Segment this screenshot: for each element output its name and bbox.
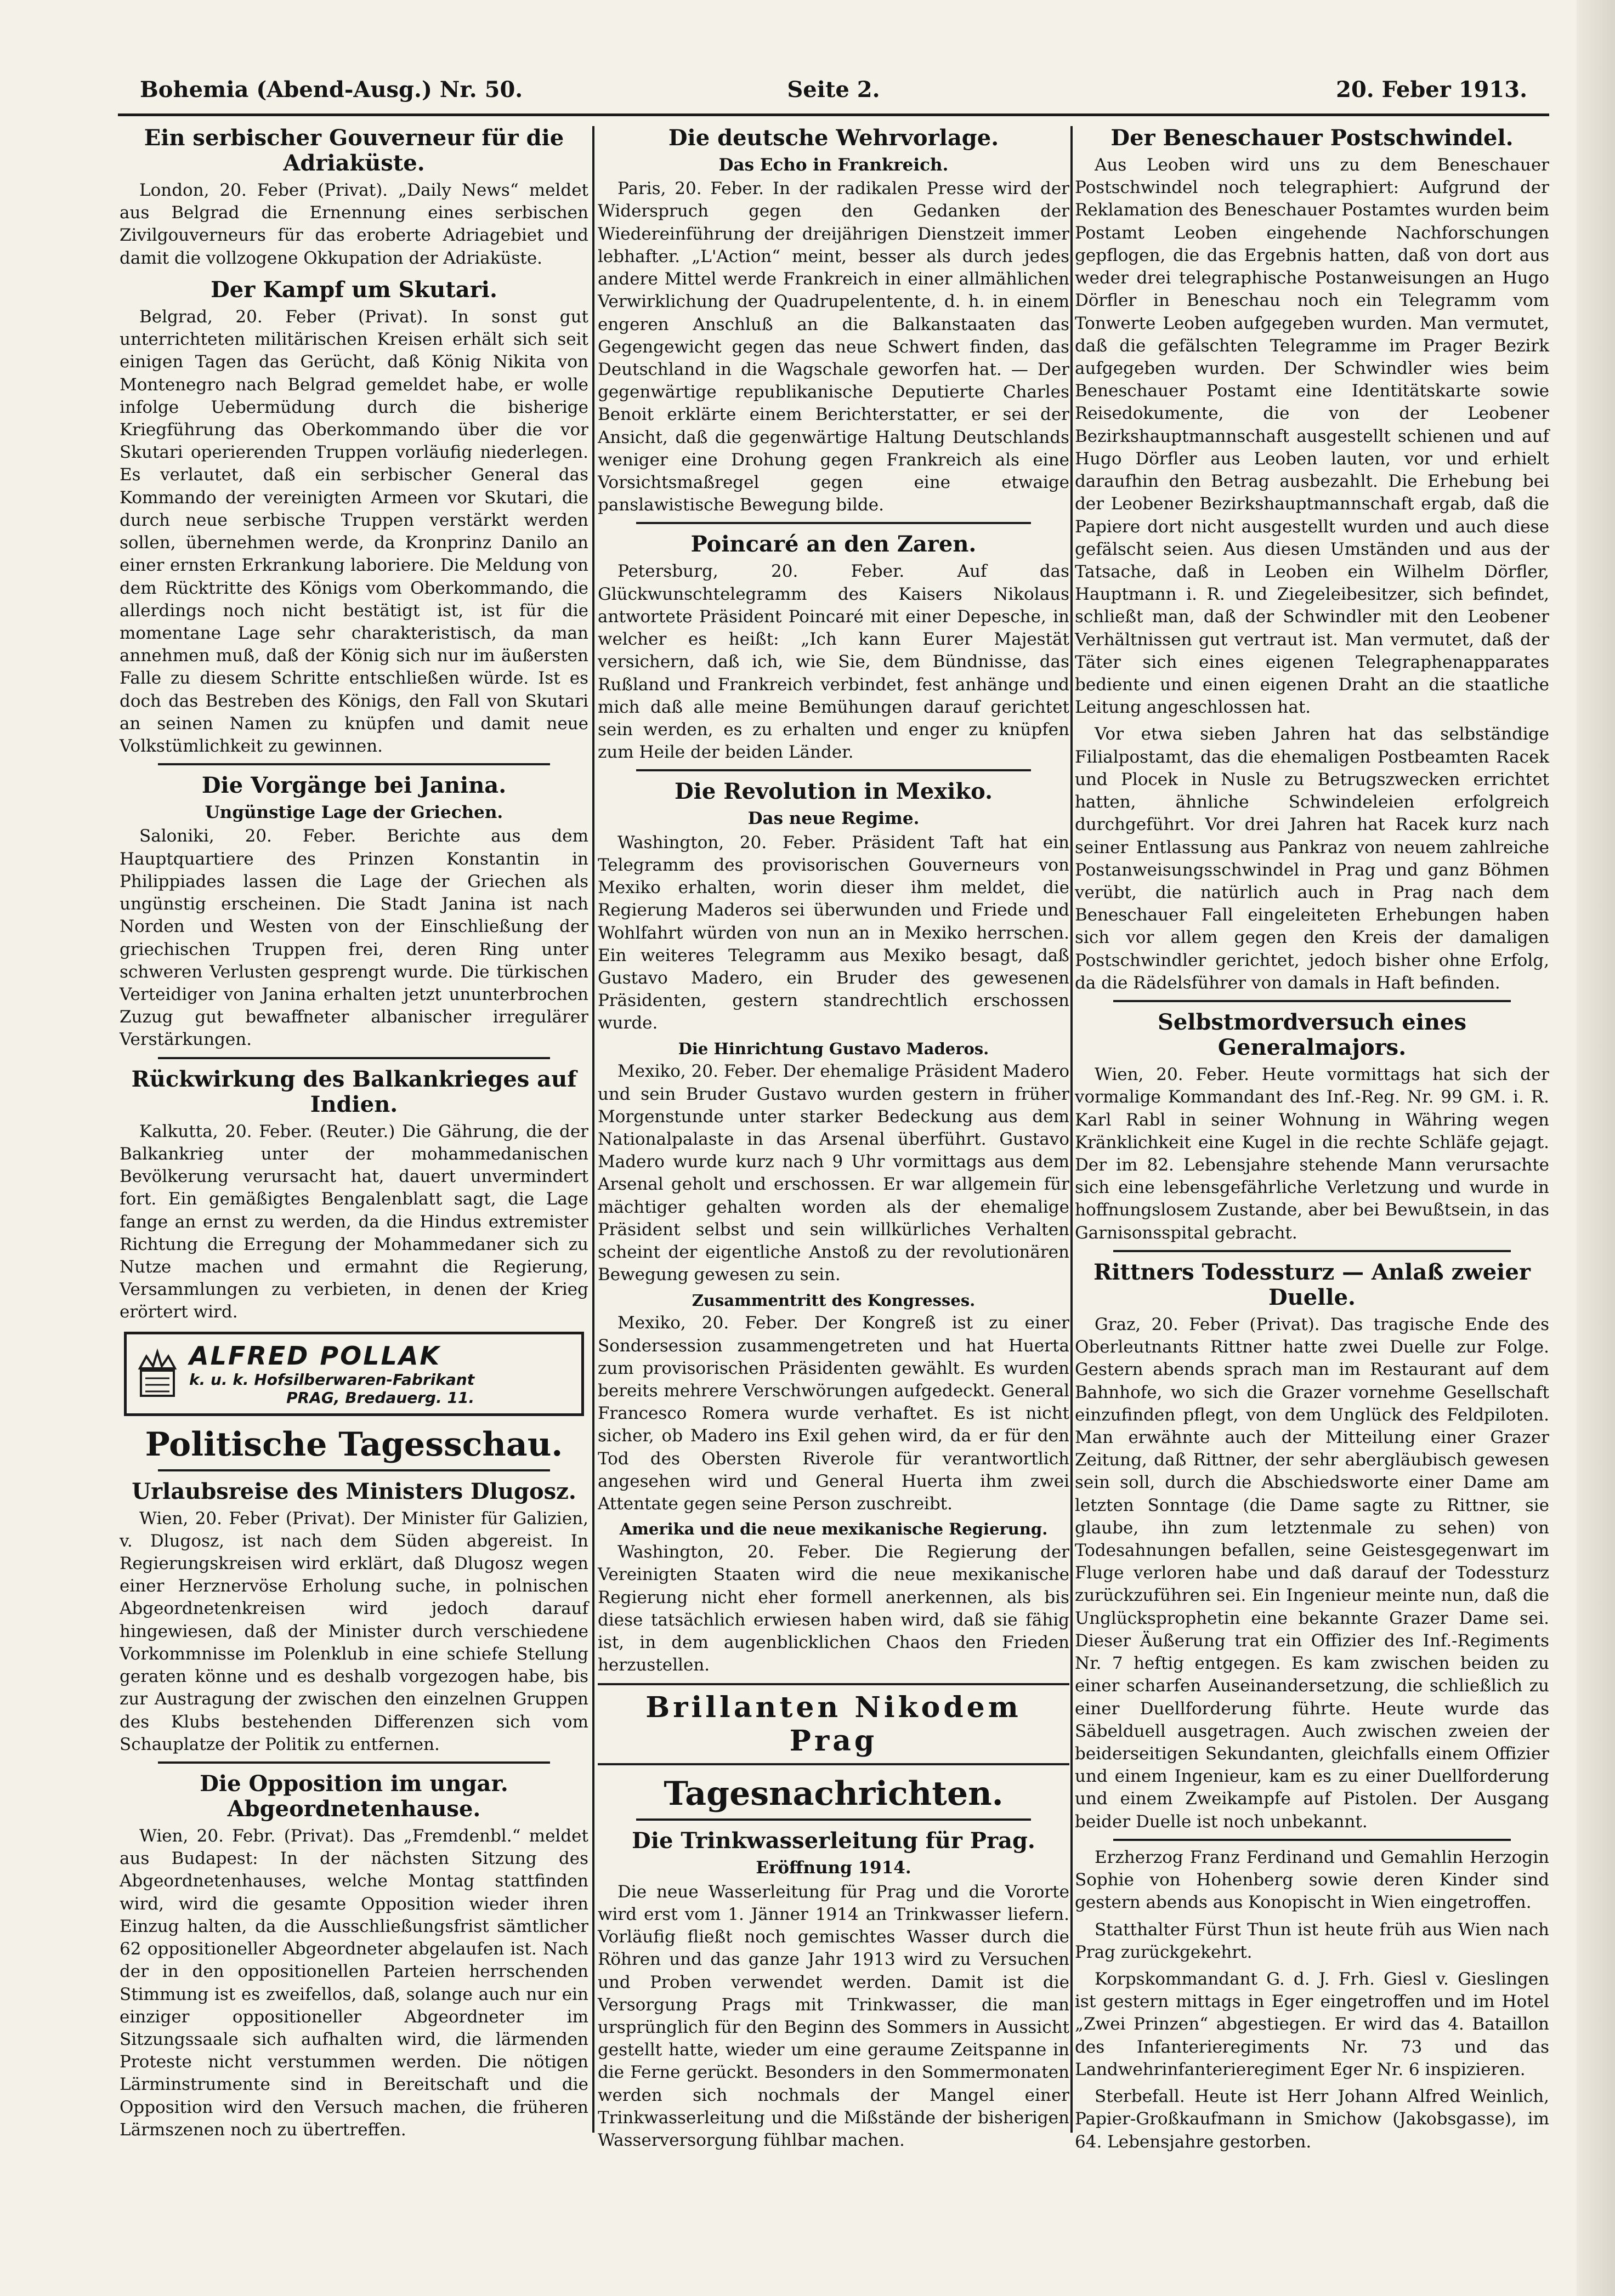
article-text: Mexiko, 20. Feber. Der ehemalige Präsident Madero und sein Bruder Gustavo wurden gestern in früher Morgenstunde unter starker Bedeckung aus dem Nationalpalaste in das Arsenal überführt. Gustavo Madero wurde kurz nach 9 Uhr vormittags aus dem Arsenal geholt und erschossen. Er war allgemein für mächtiger gehalten worden als der ehemalige Präsident selbst und sein willkürliches Verhalten scheint der eigentliche Anstoß zu der revolutionären Bewegung gewesen zu sein.	[598, 1061, 1069, 1285]
headline: Die Opposition im ungar. Abgeordnetenhause.	[200, 1771, 508, 1822]
header-masthead: Bohemia (Abend-Ausg.) Nr. 50.	[140, 77, 523, 103]
article-text: Graz, 20. Feber (Privat). Das tragische Ende des Oberleutnants Rittner hatte zwei Duelle zur Folge. Gestern abends sprach man im Restaurant auf dem Bahnhofe, wo sich die Grazer vornehme Gesellschaft einzufinden pflegt, von dem Unglück des Feldpiloten. Man erwähnte auch der Mitteilung einer Grazer Zeitung, daß Rittner, der sehr abergläubisch gewesen sein soll, durch die Abschiedsworte einer Dame am letzten Sonntage (die Dame sagte zu Rittner, sie glaube, ihn zum letztenmale zu sehen) von Todesahnungen befallen, seine Geistesgegenwart im Fluge verloren habe und daß darauf der Todessturz zurückzuführen sei. Ein Ingenieur meinte nun, daß die Unglücksprophetin eine bekannte Grazer Dame sei. Dieser Äußerung trat ein Offizier des Inf.-Regiments Nr. 7 heftig entgegen. Es kam zwischen beiden zu einer scharfen Auseinandersetzung, die schließlich zu einer Duellforderung führte. Heute wurde das Säbelduell ausgetragen. Auch zwischen zweien der beiderseitigen Sekundanten, gleichfalls einem Offizier und einem Ingenieur, kam es zu einer Duellforderung und einem Zweikampfe auf Pistolen. Der Ausgang beider Duelle ist noch unbekannt.	[1075, 1314, 1549, 1832]
article-separator	[158, 763, 550, 765]
headline: Ein serbischer Gouverneur für die Adriaküste.	[144, 125, 564, 176]
subheadline: Eröffnung 1914.	[756, 1858, 911, 1878]
article-text: Wien, 20. Feber (Privat). Der Minister für Galizien, v. Dlugosz, ist nach dem Süden abgereist. In Regierungskreisen wird erklärt, daß Dlugosz wegen einer Herznervöse Erholung suche, in polnischen Abgeordnetenkreisen wird jedoch darauf hingewiesen, daß der Minister durch verschiedene Vorkommnisse im Polenklub in eine schiefe Stellung geraten könne und es deshalb vorgezogen habe, bis zur Austragung der zwischen den einzelnen Gruppen des Klubs bestehenden Differenzen sich vom Schauplatze der Politik zu entfernen.	[120, 1508, 588, 1754]
article-text: Washington, 20. Feber. Die Regierung der Vereinigten Staaten wird die neue mexikanische Regierung nicht eher formell anerkennen, als bis diese tatsächlich erwiesen haben wird, daß sie fähig ist, in dem augenblicklichen Chaos den Frieden herzustellen.	[598, 1542, 1069, 1675]
article-separator	[1113, 1839, 1511, 1841]
article-separator	[158, 1761, 550, 1764]
column-right	[1075, 118, 1549, 2152]
headline: Rückwirkung des Balkankrieges auf Indien.	[131, 1066, 577, 1117]
advertisement-box	[124, 1332, 584, 1416]
article-separator	[636, 769, 1031, 771]
headline: Rittners Todessturz — Anlaß zweier Duelle.	[1093, 1259, 1531, 1310]
advertiser-title: k. u. k. Hofsilberwaren-Fabrikant	[189, 1370, 475, 1389]
subheadline: Das Echo in Frankreich.	[718, 155, 949, 175]
article-text: Belgrad, 20. Feber (Privat). In sonst gut unterrichteten militärischen Kreisen erhält sich seit einigen Tagen das Gerücht, daß König Nikita von Montenegro nach Belgrad gemeldet habe, er wolle infolge Uebermüdung durch die bisherige Kriegführung das Oberkommando über die vor Skutari operierenden Truppen vorläufig niederlegen. Es verlautet, daß ein serbischer General das Kommando der vereinigten Armeen vor Skutari, die durch neue serbische Truppen verstärkt werden sollen, übernehmen werde, da Kronprinz Danilo an einer ernsten Erkrankung laboriere. Die Meldung von dem Rücktritte des Königs vom Oberkommando, die allerdings noch nicht bestätigt ist, ist für die momentane Lage sehr charakteristisch, da man annehmen muß, daß der König sich nur im äußersten Falle zu diesem Schritte entschließen würde. Ist es doch das Bestreben des Königs, den Fall von Skutari an seinen Namen zu knüpfen und damit neue Volkstümlichkeit zu gewinnen.	[120, 306, 588, 757]
article-separator	[1113, 1250, 1511, 1252]
article-text: Saloniki, 20. Feber. Berichte aus dem Hauptquartiere des Prinzen Konstantin in Philippiades lassen die Lage der Griechen als ungünstig erscheinen. Die Stadt Janina ist nach Norden und Westen von der Einschließung der griechischen Truppen frei, deren Ring unter schweren Verlusten gesprengt wurde. Die türkischen Verteidiger von Janina erhalten jetzt ununterbrochen Zuzug gut bewaffneter albanischer irregulärer Verstärkungen.	[120, 826, 588, 1050]
header-date: 20. Feber 1913.	[1336, 77, 1527, 103]
column-divider	[592, 126, 594, 2133]
column-left	[120, 118, 588, 2140]
advertisement-banner: Brillanten Nikodem Prag	[598, 1683, 1069, 1765]
article-separator	[1113, 1000, 1511, 1002]
subheadline: Zusammentritt des Kongresses.	[692, 1291, 976, 1310]
article-text: Kalkutta, 20. Feber. (Reuter.) Die Gährung, die der Balkankrieg unter der mohammedanischen Bevölkerung verursacht hat, dauert unvermindert fort. Ein gemäßigtes Bengalenblatt sagt, die Lage fange an ernst zu werden, da die Hindus extremister Richtung die Erregung der Mohammedaner sich zu Nutze machen und ermahnt die Regierung, Versammlungen zu verbieten, in denen der Krieg erörtert wird.	[120, 1121, 588, 1322]
news-item: Sterbefall. Heute ist Herr Johann Alfred Weinlich, Papier-Großkaufmann in Smichow (Jakobsgasse), im 64. Lebensjahre gestorben.	[1075, 2087, 1549, 2152]
article-text: Petersburg, 20. Feber. Auf das Glückwunschtelegramm des Kaisers Nikolaus antwortete Präsident Poincaré mit einer Depesche, in welcher es heißt: „Ich kann Eurer Majestät versichern, daß ich, wie Sie, dem Bündnisse, das Rußland und Frankreich verbindet, fest anhänge und mich daß alle meine Bemühungen darauf gerichtet sein werden, es zu erhalten und enger zu knüpfen zum Heile der beiden Länder.	[598, 561, 1069, 763]
subheadline: Die Hinrichtung Gustavo Maderos.	[678, 1039, 989, 1058]
article-text: Wien, 20. Febr. (Privat). Das „Fremdenbl.“ meldet aus Budapest: In der nächsten Sitzung des Abgeordnetenhauses, welche Montag stattfinden wird, wird die gesamte Opposition wieder ihren Einzug halten, da die Ausschließungsfrist sämtlicher 62 oppositioneller Abgeordneter abgelaufen ist. Nach der in den oppositionellen Parteien herrschenden Stimmung ist es zweifellos, daß, solange auch nur ein einziger oppositioneller Abgeordneter im Sitzungssaale sich aufhalten wird, die lärmenden Proteste nicht verstummen werden. Die nötigen Lärminstrumente sind in Bereitschaft und die Opposition wird den Versuch machen, die früheren Lärmszenen noch zu übertreffen.	[120, 1826, 588, 2140]
headline: Poincaré an den Zaren.	[690, 531, 977, 558]
subheadline: Amerika und die neue mexikanische Regierung.	[619, 1520, 1048, 1539]
article-text: Die neue Wasserleitung für Prag und die Vororte wird erst vom 1. Jänner 1914 an Trinkwasser liefern. Vorläufig fließt noch gemischtes Wasser durch die Röhren und das ganze Jahr 1913 wird zu Versuchen und Proben verwendet werden. Damit ist die Versorgung Prags mit Trinkwasser, die man ursprünglich für den Beginn des Sommers in Aussicht gestellt hatte, wieder um eine geraume Zeitspanne in die Ferne gerückt. Besonders in den Sommermonaten werden sich nochmals der Mangel einer Trinkwasserleitung und die Mißstände der bisherigen Wasserversorgung fühlbar machen.	[598, 1882, 1069, 2151]
headline: Der Kampf um Skutari.	[211, 276, 497, 303]
advertisement-text	[189, 1341, 474, 1407]
headline: Urlaubsreise des Ministers Dlugosz.	[132, 1478, 576, 1504]
article-text: Vor etwa sieben Jahren hat das selbständige Filialpostamt, das die ehemaligen Postbeamten Racek und Plocek in Nusle zu Betrugszwecken errichtet hatten, ähnliche Schwindeleien erfolgreich durchgeführt. Vor drei Jahren hat Racek kurz nach seiner Entlassung aus Pankraz von neuem zahlreiche Postanweisungsschwindel in Prag und ganz Böhmen verübt, die natürlich auch in Prag nach dem Beneschauer Fall eingeleiteten Erhebungen haben sich vor allem gegen den Kreis der damaligen Postschwindler gerichtet, jedoch bisher ohne Erfolg, da die Rädelsführer von damals in Haft befinden.	[1075, 724, 1549, 993]
page-edge-shadow	[1577, 0, 1615, 2296]
column-divider	[1070, 126, 1073, 2133]
article-text: Wien, 20. Feber. Heute vormittags hat sich der vormalige Kommandant des Inf.-Reg. Nr. 99 GM. i. R. Karl Rabl in seiner Wohnung in Währing wegen Kränklichkeit eine Kugel in die rechte Schläfe gejagt. Der im 82. Lebensjahre stehende Mann verursachte sich eine lebensgefährliche Verletzung und wurde in hoffnungslosem Zustande, aber bei Bewußtsein, in das Garnisonsspital gebracht.	[1075, 1065, 1549, 1243]
article-separator	[158, 1057, 550, 1059]
article-separator	[636, 1818, 1031, 1821]
header-page-number: Seite 2.	[787, 77, 880, 103]
headline: Selbstmordversuch eines Generalmajors.	[1158, 1009, 1466, 1061]
headline: Der Beneschauer Postschwindel.	[1110, 125, 1514, 151]
headline: Die Vorgänge bei Janina.	[201, 772, 507, 799]
header-rule	[118, 113, 1549, 116]
advertiser-address: PRAG, Bredauerg. 11.	[286, 1388, 475, 1407]
article-text: Paris, 20. Feber. In der radikalen Presse wird der Widerspruch gegen den Gedanken der Wiedereinführung der dreijährigen Dienstzeit immer lebhafter. „L'Action“ meint, besser als durch jedes andere Mittel werde Frankreich in einer allmählichen Verwirklichung der Quadrupelentente, d. h. in einem engeren Anschluß an die Balkanstaaten das Gegengewicht gegen das neue Schwert finden, das Deutschland in die Wagschale geworfen hat. — Der gegenwärtige republikanische Deputierte Charles Benoit erklärte einem Berichterstatter, er sei der Ansicht, daß die gegenwärtige Haltung Deutschlands weniger eine Drohung gegen Frankreich als eine Vorsichtsmaßregel gegen eine etwaige panslawistische Bewegung bilde.	[598, 179, 1069, 515]
news-item: Statthalter Fürst Thun ist heute früh aus Wien nach Prag zurückgekehrt.	[1075, 1919, 1549, 1962]
article-text: London, 20. Feber (Privat). „Daily News“ meldet aus Belgrad die Ernennung eines serbischen Zivilgouverneurs für das eroberte Adriagebiet und damit die vollzogene Okkupation der Adriaküste.	[120, 180, 588, 268]
headline: Die Trinkwasserleitung für Prag.	[632, 1828, 1035, 1854]
news-item: Korpskommandant G. d. J. Frh. Giesl v. Gieslingen ist gestern mittags in Eger eingetroffen und im Hotel „Zwei Prinzen“ abgestiegen. Er wird das 4. Bataillon des Infanterieregiments Nr. 73 und das Landwehrinfanterieregiment Eger Nr. 6 inspizieren.	[1075, 1969, 1549, 2079]
section-heading: Tagesnachrichten.	[664, 1775, 1004, 1814]
article-text: Aus Leoben wird uns zu dem Beneschauer Postschwindel noch telegraphiert: Aufgrund der Reklamation des Beneschauer Postamtes wurden beim Postamt Leoben eingehende Nachforschungen gepflogen, die das Ergebnis hatten, daß von dort aus weder drei telegraphische Postanweisungen an Hugo Dörfler in Beneschau noch ein Telegramm vom Tonwerte Leoben aufgegeben wurden. Man vermutet, daß die gefälschten Telegramme im Prager Bezirk aufgegeben wurden. Der Schwindler wies beim Beneschauer Postamt eine Identitätskarte sowie Reisedokumente, die von der Leobener Bezirkshauptmannschaft ausgestellt schienen und auf Hugo Dörfler aus Leoben lauten, vor und erhielt daraufhin den Betrag ausbezahlt. Die Erhebung bei der Leobener Bezirkshauptmannschaft ergab, daß die Papiere dort nicht ausgestellt wurden und auch diese gefälscht seien. Aus diesen Umständen und aus der Tatsache, daß in Leoben ein Wilhelm Dörfler, Hauptmann i. R. und Ziegeleibesitzer, sich befindet, schließt man, daß der Schwindler mit den Leobener Verhältnissen gut vertraut ist. Man vermutet, daß der Täter sich eines eigenen Telegraphenapparates bediente und einen eigenen Draht an die staatliche Leitung angeschlossen hat.	[1075, 155, 1549, 718]
article-separator	[636, 522, 1031, 524]
headline: Die deutsche Wehrvorlage.	[668, 125, 999, 151]
section-heading: Politische Tagesschau.	[145, 1425, 563, 1464]
subheadline: Das neue Regime.	[747, 809, 920, 829]
page-header	[140, 71, 1527, 115]
crown-emblem-icon	[135, 1346, 179, 1401]
article-text: Washington, 20. Feber. Präsident Taft hat ein Telegramm des provisorischen Gouverneurs von Mexiko erhalten, worin dieser ihm meldet, die Regierung Maderos sei überwunden und Friede und Wohlfahrt würden von nun an in Mexiko herrschen. Ein weiteres Telegramm aus Mexiko besagt, daß Gustavo Madero, ein Bruder des gewesenen Präsidenten, gestern standrechtlich erschossen wurde.	[598, 832, 1069, 1033]
advertiser-name: ALFRED POLLAK	[189, 1340, 441, 1371]
headline: Die Revolution in Mexiko.	[674, 778, 993, 805]
news-item: Erzherzog Franz Ferdinand und Gemahlin Herzogin Sophie von Hohenberg sowie deren Kinder sind gestern abends aus Konopischt in Wien eingetroffen.	[1075, 1847, 1549, 1913]
article-text: Mexiko, 20. Feber. Der Kongreß ist zu einer Sondersession zusammengetreten und hat Huerta zum provisorischen Präsidenten gewählt. Es wurden bereits mehrere Verschwörungen aufgedeckt. General Francesco Romera wurde verhaftet. Es ist nicht sicher, ob Madero ins Exil gehen wird, da er für den Tod des Obersten Riverole für verantwortlich angesehen wird und General Huerta ihm zwei Attentate gegen seine Person zuschreibt.	[598, 1313, 1069, 1514]
article-separator	[158, 1469, 550, 1471]
subheadline: Ungünstige Lage der Griechen.	[205, 803, 503, 823]
column-middle	[598, 118, 1069, 2151]
